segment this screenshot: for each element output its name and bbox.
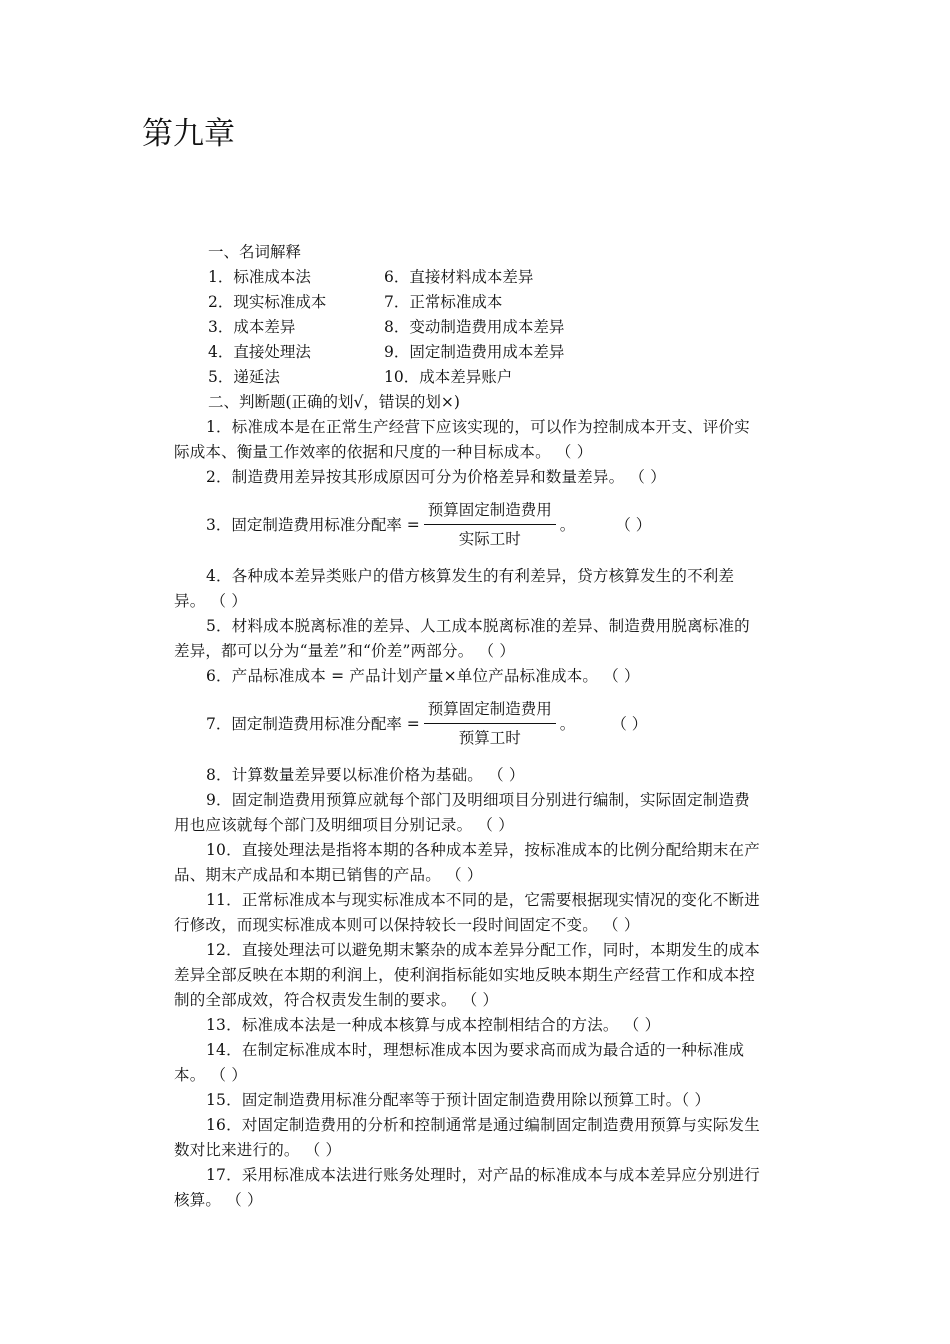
- question-17: 17．采用标准成本法进行账务处理时，对产品的标准成本与成本差异应分别进行核算。 （ ）: [174, 1166, 760, 1209]
- question-11: 11．正常标准成本与现实标准成本不同的是，它需要根据现实情况的变化不断进行修改，而现实标准成本则可以保持较长一段时间固定不变。 （ ）: [174, 891, 760, 934]
- term-item: 9．固定制造费用成本差异: [384, 343, 565, 361]
- answer-paren: （ ）: [615, 516, 652, 534]
- question-5: 5．材料成本脱离标准的差异、人工成本脱离标准的差异、制造费用脱离标准的差异，都可以分为“量差”和“价差”两部分。 （ ）: [174, 617, 750, 660]
- question-10: 10．直接处理法是指将本期的各种成本差异，按标准成本的比例分配给期末在产品、期末产成品和本期已销售的产品。 （ ）: [174, 841, 760, 884]
- question-3: [206, 498, 651, 550]
- question-6: 6．产品标准成本 = 产品计划产量×单位产品标准成本。 （ ）: [206, 667, 640, 685]
- question-1: 1．标准成本是在正常生产经营下应该实现的，可以作为控制成本开支、评价实际成本、衡量工作效率的依据和尺度的一种目标成本。 （ ）: [174, 418, 750, 461]
- fraction: [424, 698, 556, 749]
- term-item: 7．正常标准成本: [384, 293, 503, 311]
- question-8: 8．计算数量差异要以标准价格为基础。 （ ）: [206, 766, 525, 784]
- term-item: 6．直接材料成本差异: [384, 268, 534, 286]
- term-item: 2．现实标准成本: [208, 293, 327, 311]
- question-12: 12．直接处理法可以避免期末繁杂的成本差异分配工作，同时，本期发生的成本差异全部反映在本期的利润上，使利润指标能如实地反映本期生产经营工作和成本控制的全部成效，符合权责发生制的要求。 （ ）: [174, 941, 760, 1009]
- question-7: [206, 697, 647, 749]
- question-14: 14．在制定标准成本时，理想标准成本因为要求高而成为最合适的一种标准成本。 （ ）: [174, 1041, 745, 1084]
- term-item: 3．成本差异: [208, 318, 296, 336]
- term-item: 1．标准成本法: [208, 268, 311, 286]
- question-4: 4．各种成本差异类账户的借方核算发生的有利差异，贷方核算发生的不利差异。 （ ）: [174, 567, 735, 610]
- question-16: 16．对固定制造费用的分析和控制通常是通过编制固定制造费用预算与实际发生数对比来进行的。 （ ）: [174, 1116, 760, 1159]
- formula-prefix: 3．固定制造费用标准分配率 =: [206, 516, 420, 534]
- section-heading-true-false: 二、判断题(正确的划√，错误的划×): [208, 393, 460, 411]
- fraction-denominator: 实际工时: [458, 529, 521, 548]
- question-9: 9．固定制造费用预算应就每个部门及明细项目分别进行编制，实际固定制造费用也应该就每个部门及明细项目分别记录。 （ ）: [174, 791, 750, 834]
- term-item: 8．变动制造费用成本差异: [384, 318, 565, 336]
- fraction-numerator: 预算固定制造费用: [424, 499, 556, 525]
- chapter-title: 第九章: [142, 116, 235, 152]
- formula-suffix: 。: [559, 715, 576, 733]
- formula-prefix: 7．固定制造费用标准分配率 =: [206, 715, 420, 733]
- question-13: 13．标准成本法是一种成本核算与成本控制相结合的方法。 （ ）: [206, 1016, 661, 1034]
- fraction: [424, 499, 556, 550]
- term-item: 10．成本差异账户: [384, 368, 513, 386]
- question-15: 15．固定制造费用标准分配率等于预计固定制造费用除以预算工时。（ ）: [206, 1091, 711, 1109]
- fraction-numerator: 预算固定制造费用: [424, 698, 556, 724]
- fraction-denominator: 预算工时: [458, 728, 521, 747]
- term-item: 5．递延法: [208, 368, 280, 386]
- section-heading-terms: 一、名词解释: [208, 243, 302, 261]
- question-2: 2．制造费用差异按其形成原因可分为价格差异和数量差异。 （ ）: [206, 468, 666, 486]
- term-item: 4．直接处理法: [208, 343, 311, 361]
- formula-suffix: 。: [559, 516, 576, 534]
- answer-paren: （ ）: [611, 715, 648, 733]
